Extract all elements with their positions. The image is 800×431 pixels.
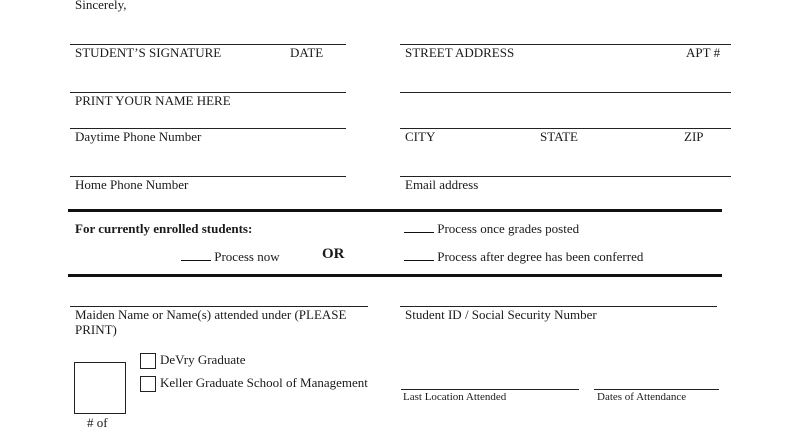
maiden-name-label xyxy=(75,307,346,337)
date-label: DATE xyxy=(290,45,324,60)
maiden-name-label-line2: PRINT) xyxy=(75,322,117,337)
state-label: STATE xyxy=(540,129,578,144)
process-now-blank[interactable] xyxy=(181,249,211,261)
process-now-option[interactable] xyxy=(181,249,280,265)
zip-label: ZIP xyxy=(684,129,704,144)
address-line-2[interactable] xyxy=(400,92,731,93)
print-name-label: PRINT YOUR NAME HERE xyxy=(75,93,231,108)
process-grades-blank[interactable] xyxy=(404,221,434,233)
devry-graduate-label: DeVry Graduate xyxy=(160,352,246,367)
copies-count-box[interactable] xyxy=(74,362,126,414)
or-label: OR xyxy=(322,246,345,262)
section-divider-top xyxy=(68,209,722,212)
process-now-label: Process now xyxy=(214,249,280,264)
process-grades-option[interactable] xyxy=(404,221,579,237)
city-label: CITY xyxy=(405,129,436,144)
keller-graduate-label: Keller Graduate School of Management xyxy=(160,375,368,390)
devry-graduate-checkbox[interactable] xyxy=(140,353,156,369)
dates-attendance-label: Dates of Attendance xyxy=(597,391,687,403)
process-grades-label: Process once grades posted xyxy=(437,221,580,236)
enrolled-heading: For currently enrolled students: xyxy=(75,221,253,236)
student-id-label: Student ID / Social Security Number xyxy=(405,307,597,322)
student-signature-label: STUDENT’S SIGNATURE xyxy=(75,45,222,60)
home-phone-label: Home Phone Number xyxy=(75,177,189,192)
process-degree-option[interactable] xyxy=(404,249,643,265)
email-label: Email address xyxy=(405,177,479,192)
copies-label: # of xyxy=(87,415,108,430)
keller-graduate-checkbox[interactable] xyxy=(140,376,156,392)
process-degree-blank[interactable] xyxy=(404,249,434,261)
apt-label: APT # xyxy=(686,45,721,60)
last-location-label: Last Location Attended xyxy=(403,391,507,403)
section-divider-bottom xyxy=(68,274,722,277)
process-degree-label: Process after degree has been conferred xyxy=(437,249,644,264)
dates-attendance-line[interactable] xyxy=(594,389,719,390)
daytime-phone-label: Daytime Phone Number xyxy=(75,129,202,144)
street-address-label: STREET ADDRESS xyxy=(405,45,515,60)
last-location-line[interactable] xyxy=(401,389,579,390)
closing-text: Sincerely, xyxy=(75,0,127,12)
maiden-name-label-line1: Maiden Name or Name(s) attended under (PLEASE xyxy=(75,307,347,322)
